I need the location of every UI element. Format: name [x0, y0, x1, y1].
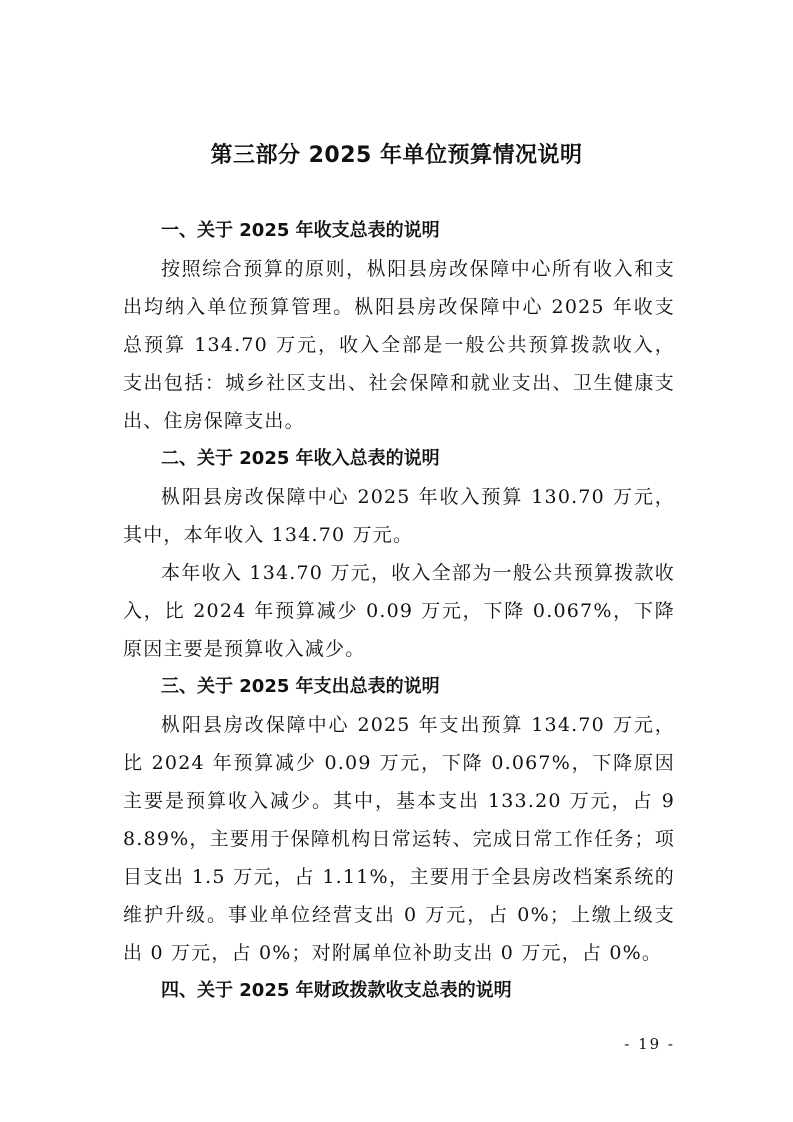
section-1-paragraph-1: 按照综合预算的原则，枞阳县房改保障中心所有收入和支出均纳入单位预算管理。枞阳县房改保障中心 2025 年收支总预算 134.70 万元，收入全部是一般公共预算拨款收入，支出包括：城乡社区支出、社会保障和就业支出、卫生健康支出、住房保障支出。: [123, 258, 675, 432]
section-heading-1: 一、关于 2025 年收支总表的说明: [161, 220, 440, 241]
section-2-paragraph-1: 枞阳县房改保障中心 2025 年收入预算 130.70 万元，其中，本年收入 134.70 万元。: [123, 486, 675, 546]
section-heading-4: 四、关于 2025 年财政拨款收支总表的说明: [161, 980, 512, 1001]
section-3-paragraph-1: 枞阳县房改保障中心 2025 年支出预算 134.70 万元，比 2024 年预算减少 0.09 万元，下降 0.067%，下降原因主要是预算收入减少。其中，基本支出 133.20 万元，占 98.89%，主要用于保障机构日常运转、完成日常工作任务；项目支出 1.5 万元，占 1.11%，主要用于全县房改档案系统的维护升级。事业单位经营支出 0 万元，占 0%；上缴上级支出 0 万元，占 0%；对附属单位补助支出 0 万元，占 0%。: [123, 714, 675, 964]
section-heading-2: 二、关于 2025 年收入总表的说明: [161, 448, 440, 469]
page-number: - 19 -: [624, 1035, 675, 1053]
section-2-paragraph-2: 本年收入 134.70 万元，收入全部为一般公共预算拨款收入，比 2024 年预算减少 0.09 万元，下降 0.067%，下降原因主要是预算收入减少。: [123, 562, 675, 660]
page-title: 第三部分 2025 年单位预算情况说明: [210, 143, 583, 168]
section-heading-3: 三、关于 2025 年支出总表的说明: [161, 676, 440, 697]
document-body: [123, 212, 675, 1010]
